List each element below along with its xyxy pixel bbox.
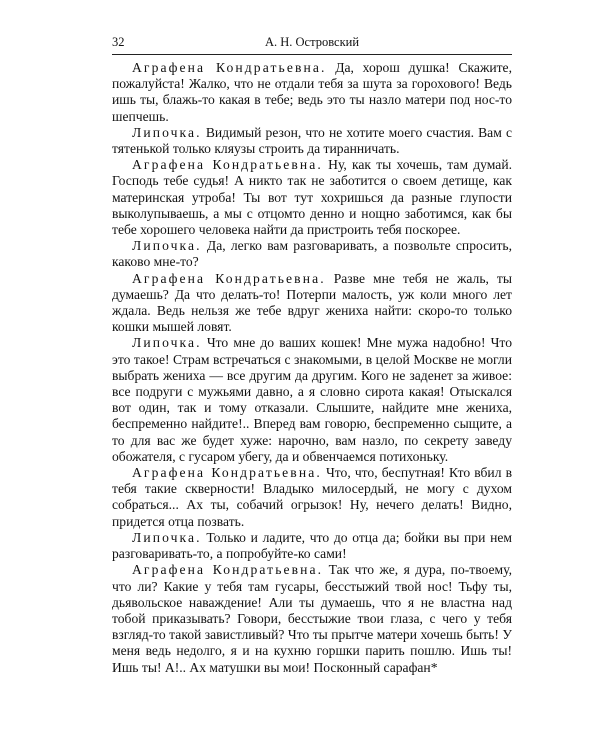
speaker-name: Аграфена Кондратьевна.: [132, 157, 323, 173]
speech-text: Да, хорош душка! Скажите, пожалуйста! Жалко, что не отдали тебя за шута за горохового! Ведь ишь ты, блажь-то какая в тебе; ведь это ты назло матери под нос-то шепчешь.: [112, 60, 512, 124]
dialogue-paragraph: [112, 125, 512, 157]
dialogue-paragraph: [112, 465, 512, 530]
book-page: [112, 32, 512, 676]
speech-text: Да, легко вам разговаривать, а позвольте спросить, каково мне-то?: [112, 238, 512, 270]
dialogue-paragraph: [112, 530, 512, 562]
speech-text: Что, что, беспутная! Кто вбил в тебя такие скверности! Владыко милосердый, не могу с духом собраться... Ах ты, собачий огрызок! Ну, нечего делать! Видно, придется отца позвать.: [112, 465, 512, 529]
dialogue-paragraph: [112, 157, 512, 238]
speaker-name: Липочка.: [132, 124, 202, 140]
running-head: [112, 32, 512, 52]
page-number: 32: [112, 35, 125, 49]
running-head-author: А. Н. Островский: [264, 35, 360, 49]
speech-text: Только и ладите, что до отца да; бойки вы при нем разговаривать-то, а попробуйте-ко сами!: [112, 529, 512, 562]
speaker-name: Аграфена Кондратьевна.: [132, 270, 326, 286]
speech-text: Разве мне тебя не жаль, ты думаешь? Да что делать-то! Потерпи малость, уж коли много лет ждала. Ведь нельзя же тебе вдруг жениха найти: скоро-то только кошки мышей ловят.: [112, 270, 512, 335]
speaker-name: Аграфена Кондратьевна.: [132, 60, 327, 75]
header-rule: [112, 54, 512, 55]
speaker-name: Липочка.: [132, 238, 202, 254]
dialogue-paragraph: [112, 238, 512, 270]
speaker-name: Аграфена Кондратьевна.: [132, 562, 324, 578]
dialogue-paragraph: [112, 271, 512, 336]
speaker-name: Липочка.: [132, 529, 202, 545]
dialogue-paragraph: [112, 562, 512, 675]
speaker-name: Аграфена Кондратьевна.: [132, 465, 322, 481]
dialogue-paragraph: [112, 335, 512, 465]
speech-text: Так что же, я дура, по-твоему, что ли? Какие у тебя там гусары, бесстыжий твой нос! Тьфу ты, дьявольское наваждение! Али ты думаешь, что я не властна над тобой приказывать? Говори, бесстыжие твои глаза, с чего у тебя взгляд-то такой завистливый? Что ты прытче матери хочешь быть! У меня ведь недолго, я и на кухню горшки парить пошлю. Ишь ты! Ишь ты! А!.. Ах матушки вы мои! Посконный сарафан*: [112, 562, 512, 675]
speaker-name: Липочка.: [132, 335, 202, 351]
play-text: [112, 60, 512, 676]
speech-text: Что мне до ваших кошек! Мне мужа надобно! Что это такое! Страм встречаться с знакомыми, в целой Москве не могли выбрать жениха — все другим да другим. Кого не заденет за живое: все подруги с мужьями давно, а я словно сирота какая! Отыскался вот один, так и тому отказали. Слышите, найдите мне жениха, беспременно найдите!.. Вперед вам говорю, беспременно сыщите, а то для вас же будет хуже: нарочно, вам назло, по секрету заведу обожателя, с гусаром убегу, да и обвенчаемся потихоньку.: [112, 335, 512, 464]
speech-text: Ну, как ты хочешь, там думай. Господь тебе судья! А никто так не заботится о своем детище, как материнская утроба! Ты вот тут хохришься да разные глупости выколупываешь, а мы с отцомто денно и нощно заботимся, как бы тебе хорошего человека найти да пристроить тебя поскорее.: [112, 157, 512, 238]
dialogue-paragraph: [112, 60, 512, 125]
speech-text: Видимый резон, что не хотите моего счастия. Вам с тятенькой только кляузы строить да тиранничать.: [112, 124, 512, 157]
